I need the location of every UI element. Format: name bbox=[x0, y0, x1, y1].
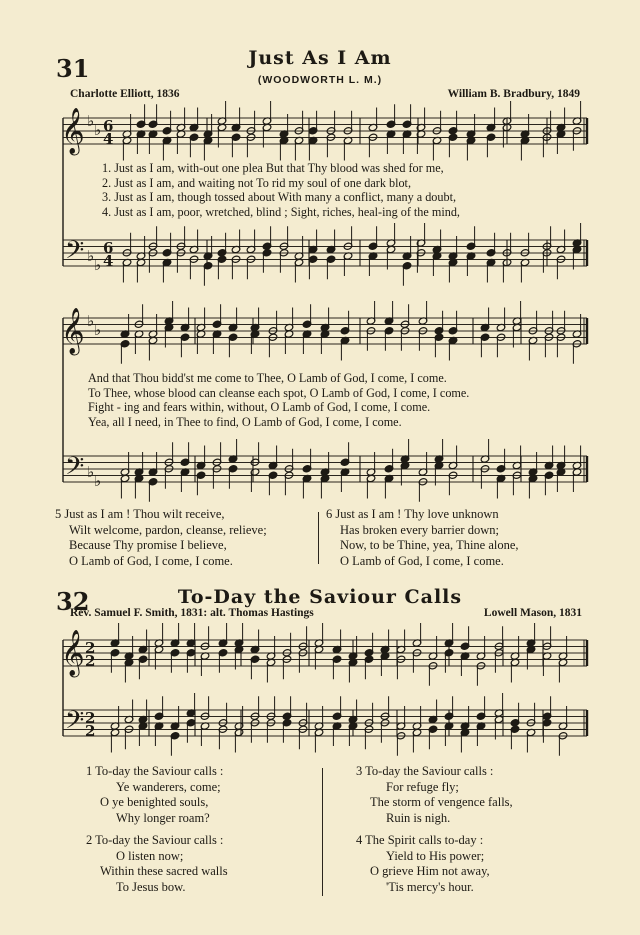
stanza-line: Why longer roam? bbox=[116, 810, 210, 825]
treble-clef-icon: 𝄞 bbox=[61, 108, 85, 154]
time-signature: 2 bbox=[85, 652, 96, 670]
time-signature: 2 bbox=[85, 722, 96, 740]
verse-line: Fight - ing and fears within, without, O Lamb of God, I come, I come. bbox=[88, 400, 431, 415]
tune-name: (WOODWORTH L. M.) bbox=[257, 74, 383, 86]
verse-line: And that Thou bidd'st me come to Thee, O Lamb of God, I come, I come. bbox=[88, 371, 447, 385]
flat-icon: ♭ bbox=[87, 463, 95, 481]
verse-line: Yea, all I need, in Thee to find, O Lamb of God, I come, I come. bbox=[88, 414, 402, 429]
stanza-line: Ruin is nigh. bbox=[386, 810, 451, 825]
verse-line: To Thee, whose blood can cleanse each spot, O Lamb of God, I come, I come. bbox=[88, 385, 470, 400]
flat-icon: ♭ bbox=[87, 112, 95, 130]
bass-clef-icon: 𝄢 bbox=[65, 236, 85, 271]
stanza-line: Ye wanderers, come; bbox=[116, 779, 221, 794]
verse-lines-part-2 bbox=[88, 371, 469, 429]
stanza-2 bbox=[86, 833, 228, 895]
stanza-line: O listen now; bbox=[116, 848, 184, 863]
hymn-title: To-Day the Saviour Calls bbox=[177, 586, 463, 608]
stanza-line: 6 Just as I am ! Thy love unknown bbox=[326, 507, 499, 521]
music-credit: Lowell Mason, 1831 bbox=[483, 607, 582, 619]
stanza-line: O Lamb of God, I come, I come. bbox=[69, 553, 233, 568]
treble-clef-icon: 𝄞 bbox=[61, 630, 85, 676]
time-signature: 2 bbox=[85, 709, 96, 727]
music-credit: William B. Bradbury, 1849 bbox=[447, 88, 580, 100]
time-signature: 4 bbox=[103, 252, 114, 270]
stanza-line: Wilt welcome, pardon, cleanse, relieve; bbox=[69, 522, 267, 537]
stanza-line: To Jesus bow. bbox=[116, 879, 186, 894]
stanza-line: For refuge fly; bbox=[386, 779, 459, 794]
stanza-line: Within these sacred walls bbox=[100, 864, 228, 879]
flat-icon: ♭ bbox=[94, 472, 102, 490]
stanza-line: 2 To-day the Saviour calls : bbox=[86, 833, 224, 847]
column-divider bbox=[318, 512, 319, 564]
stanza-line: Has broken every barrier down; bbox=[340, 522, 499, 537]
stanza-6 bbox=[326, 507, 519, 569]
stanza-line: Because Thy promise I believe, bbox=[69, 538, 227, 553]
flat-icon: ♭ bbox=[87, 247, 95, 265]
stanza-3 bbox=[356, 764, 513, 826]
time-signature: 6 bbox=[103, 117, 114, 135]
column-divider bbox=[322, 768, 323, 896]
hymn-number: 31 bbox=[56, 54, 90, 83]
stanza-line: O ye benighted souls, bbox=[100, 795, 209, 810]
stanza-line: Now, to be Thine, yea, Thine alone, bbox=[340, 538, 519, 553]
stanza-line: 3 To-day the Saviour calls : bbox=[356, 764, 494, 778]
treble-clef-icon: 𝄞 bbox=[61, 308, 85, 354]
time-signature: 6 bbox=[103, 239, 114, 257]
words-credit: Charlotte Elliott, 1836 bbox=[70, 88, 180, 100]
stanza-5 bbox=[55, 507, 267, 569]
stanza-line: The storm of vengence falls, bbox=[370, 795, 513, 810]
bass-clef-icon: 𝄢 bbox=[65, 452, 85, 487]
music-staff-system-3 bbox=[55, 620, 595, 760]
stanza-line: 'Tis mercy's hour. bbox=[386, 879, 474, 894]
flat-icon: ♭ bbox=[94, 321, 102, 339]
verse-line: 1. Just as I am, with-out one plea But that Thy blood was shed for me, bbox=[102, 161, 444, 175]
stanza-line: Yield to His power; bbox=[386, 848, 485, 863]
stanza-line: O grieve Him not away, bbox=[370, 864, 490, 879]
verse-line: 2. Just as I am, and waiting not To rid my soul of one dark blot, bbox=[102, 175, 411, 190]
flat-icon: ♭ bbox=[94, 256, 102, 274]
stanza-line: 1 To-day the Saviour calls : bbox=[86, 764, 224, 778]
verse-line: 3. Just as I am, though tossed about With many a conflict, many a doubt, bbox=[102, 190, 457, 205]
words-credit: Rev. Samuel F. Smith, 1831: alt. Thomas Hastings bbox=[70, 607, 314, 619]
stanza-line: O Lamb of God, I come, I come. bbox=[340, 553, 504, 568]
bass-clef-icon: 𝄢 bbox=[65, 706, 85, 741]
flat-icon: ♭ bbox=[87, 312, 95, 330]
verse-lines-part-1 bbox=[102, 161, 460, 219]
time-signature: 4 bbox=[103, 130, 114, 148]
stanza-1 bbox=[86, 764, 223, 826]
verse-line: 4. Just as I am, poor, wretched, blind ; Sight, riches, heal-ing of the mind, bbox=[102, 204, 460, 219]
hymn-title: Just As I Am bbox=[248, 47, 392, 69]
flat-icon: ♭ bbox=[94, 121, 102, 139]
stanza-line: 5 Just as I am ! Thou wilt receive, bbox=[55, 507, 225, 521]
stanza-4 bbox=[356, 833, 490, 895]
stanza-line: 4 The Spirit calls to-day : bbox=[356, 833, 484, 847]
hymn-number: 32 bbox=[56, 587, 90, 616]
time-signature: 2 bbox=[85, 639, 96, 657]
